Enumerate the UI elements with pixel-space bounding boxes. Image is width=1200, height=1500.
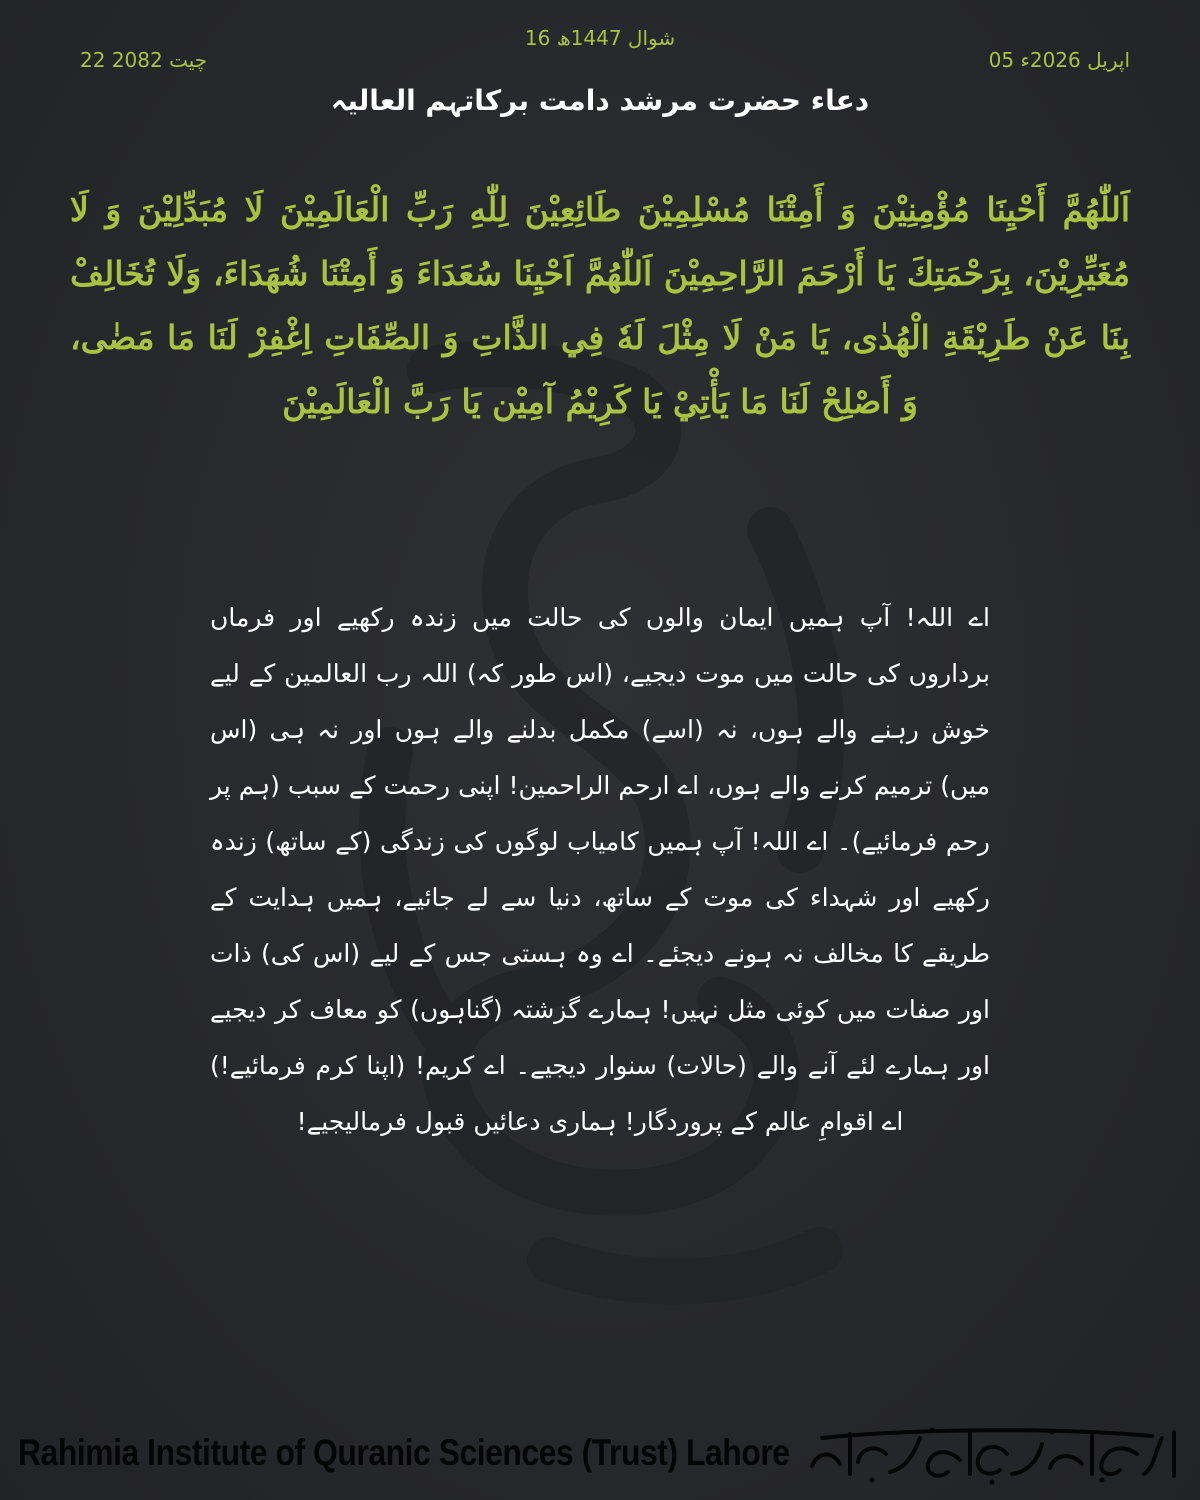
urdu-translation-text: اے اللہ! آپ ہمیں ایمان والوں کی حالت میں زندہ رکھیے اور فرماں برداروں کی حالت میں موت دیجیے، (اس طور کہ) اللہ رب العالمین کے لیے خوش رہنے والے ہوں، نہ (اسے) مکمل بدلنے والے ہوں اور نہ ہی (اس میں) ترمیم کرنے والے ہوں، اے ارحم الراحمین! اپنی رحمت کے سبب (ہم پر رحم فرمائیے)۔ اے اللہ! آپ ہمیں کامیاب لوگوں کی زندگی (کے ساتھ) زندہ رکھیے اور شہداء کی موت کے ساتھ، دنیا سے لے جائیے، ہمیں ہدایت کے طریقے کا مخالف نہ ہونے دیجئے۔ اے وہ ہستی جس کے لیے (اس کی) ذات اور صفات میں کوئی مثل نہیں! ہمارے گزشتہ (گناہوں) کو معاف کر دیجیے اور ہمارے لئے آنے والے (حالات) سنوار دیجیے۔ اے کریم! (اپنا کرم فرمائیے!) اے اقوامِ عالم کے پروردگار! ہماری دعائیں قبول فرمالیجیے! bbox=[210, 603, 990, 1136]
footer bbox=[0, 1420, 1200, 1490]
institute-logo bbox=[802, 1424, 1182, 1486]
desi-date: 22 چیت 2082 bbox=[80, 48, 208, 72]
arabic-dua-text: اَللّٰهُمَّ أَحْيِنَا مُؤْمِنِيْنَ وَ أَمِتْنَا مُسْلِمِيْنَ طَائِعِيْنَ لِلّٰهِ رَبِّ الْعَالَمِيْنَ لَا مُبَدِّلِيْنَ وَ لَا مُغَيِّرِيْنَ، بِرَحْمَتِكَ يَا أَرْحَمَ الرَّاحِمِيْنَ اَللّٰهُمَّ اَحْيِنَا سُعَدَاءَ وَ أَمِتْنَا شُهَدَاءَ، وَلَا تُخَالِفْ بِنَا عَنْ طَرِيْقَةِ الْهُدٰى، يَا مَنْ لَا مِثْلَ لَهٗ فِي الذَّاتِ وَ الصِّفَاتِ اِغْفِرْ لَنَا مَا مَضٰى، وَ أَصْلِحْ لَنَا مَا يَأْتِيْ يَا كَرِيْمُ آمِيْن يَا رَبَّ الْعَالَمِيْنَ bbox=[70, 190, 1130, 421]
page-title: دعاء حضرت مرشد دامت برکاتہم العالیہ bbox=[330, 84, 870, 117]
hijri-date: 16 شوال 1447ھ bbox=[524, 26, 676, 50]
gregorian-date: 05 اپریل 2026ء bbox=[988, 48, 1130, 72]
institute-name-english: Rahimia Institute of Quranic Sciences (Trust) Lahore bbox=[18, 1432, 790, 1473]
